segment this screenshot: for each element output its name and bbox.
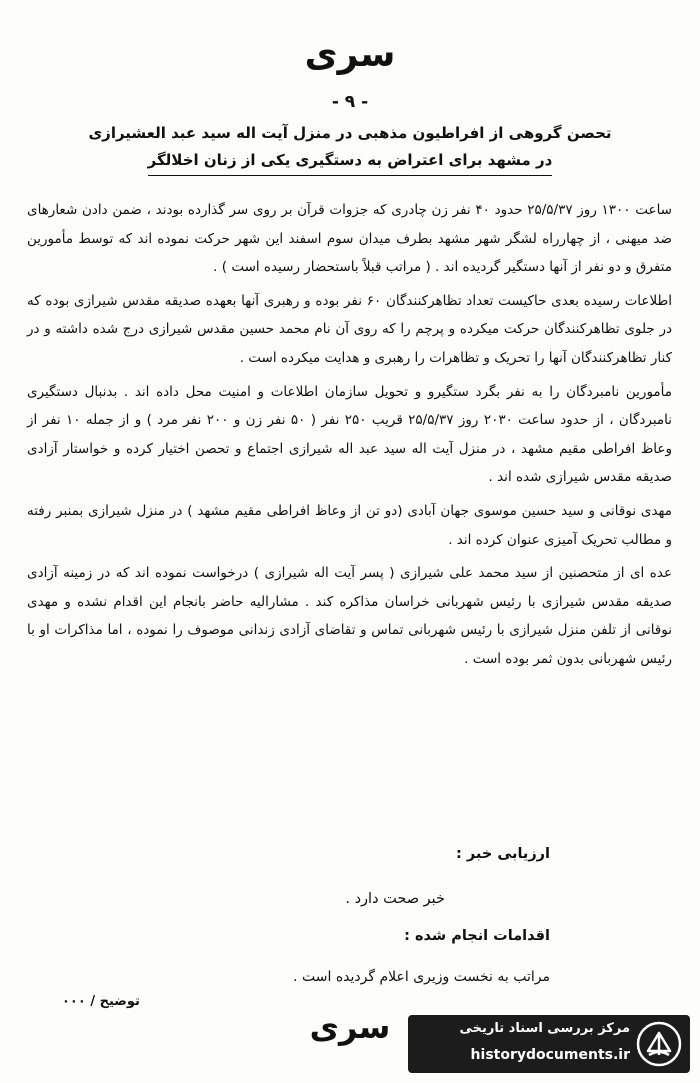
closing-line: مراتب به نخست وزیری اعلام گردیده است . <box>293 969 550 985</box>
tozih-note: توضیح / ۰۰۰ <box>62 994 140 1009</box>
paragraph-4: مهدی نوقانی و سید حسین موسوی جهان آبادی (دو تن از وعاظ افراطی مقیم مشهد ) در منزل شیرازی بمنبر رفته و مطالب تحریک آمیزی عنوان کرده اند . <box>27 502 672 548</box>
title-line-1: تحصن گروهی از افراطیون مذهبی در منزل آیت اله سید عبد العشیرازی <box>88 124 612 142</box>
classification-footer: سری <box>309 1008 391 1046</box>
evaluation-label: ارزیابی خبر : <box>456 846 550 862</box>
paragraph-5: عده ای از متحصنین از سید محمد علی شیرازی ( پسر آیت اله شیرازی ) درخواست نموده اند که در زمینه آزادی صدیقه مقدس شیرازی با رئیس شهربانی خراسان مذاکره کند . مشارالیه حاضر بانجام این اقدام نشده و مهدی نوقانی از تلفن منزل شیرازی با رئیس شهربانی تماس و تقاضای آزادی زندانی موصوف را نموده ، اما مذاکرات او با رئیس شهربانی بدون ثمر بوده است . <box>27 565 672 667</box>
watermark-badge <box>408 1015 690 1073</box>
book-leaf-icon <box>636 1021 682 1067</box>
document-body <box>27 196 672 679</box>
paragraph-1: ساعت ۱۳۰۰ روز ۲۵/۵/۳۷ حدود ۴۰ نفر زن چادری که جزوات قرآن بر روی سر گذارده بودند ، ضمن دادن شعارهای ضد میهنی ، از چهارراه لشگر شهر مشهد بطرف میدان سوم اسفند این شهر حرکت نموده اند که توسط مأمورین متفرق و دو نفر از آنها دستگیر گردیده اند . ( مراتب قبلاً باستحضار رسیده است ) . <box>27 202 672 276</box>
evaluation-value: خبر صحت دارد . <box>345 891 445 907</box>
document-title <box>60 120 640 176</box>
paragraph-3: مأمورین نامبردگان را به نفر بگرد ستگیرو و تحویل سازمان اطلاعات و امنیت محل داده اند . بدنبال دستگیری نامبردگان ، از حدود ساعت ۲۰۳۰ روز ۲۵/۵/۳۷ قریب ۲۵۰ نفر ( ۵۰ نفر زن و ۲۰۰ نفر مرد ) و از جمله ۱۰ نفر از وعاظ افراطی مقیم مشهد ، در منزل آیت اله سید عبد اله شیرازی اجتماع و تحصن اختیار کرده و خواستار آزادی صدیقه مقدس شیرازی شده اند . <box>27 383 673 486</box>
watermark-url[interactable]: historydocuments.ir <box>470 1047 630 1063</box>
classification-header: سری <box>304 34 396 75</box>
actions-label: اقدامات انجام شده : <box>404 928 550 944</box>
paragraph-2: اطلاعات رسیده بعدی حاکیست تعداد تظاهرکنندگان ۶۰ نفر بوده و رهبری آنها بعهده صدیقه مقدس شیرازی بوده که در جلوی تظاهرکنندگان حرکت میکرده و پرچم را که روی آن نام محمد حسین مقدس شیرازی درج شده داشته و در کنار تظاهرکنندگان آنها را تحریک و تظاهرات را رهبری و هدایت میکرده است . <box>27 292 672 366</box>
watermark-name: مرکز بررسی اسناد تاریخی <box>459 1021 630 1036</box>
page-number: - ۹ - <box>331 92 369 112</box>
title-line-2: در مشهد برای اعتراض به دستگیری یکی از زنان اخلالگر <box>148 147 553 176</box>
